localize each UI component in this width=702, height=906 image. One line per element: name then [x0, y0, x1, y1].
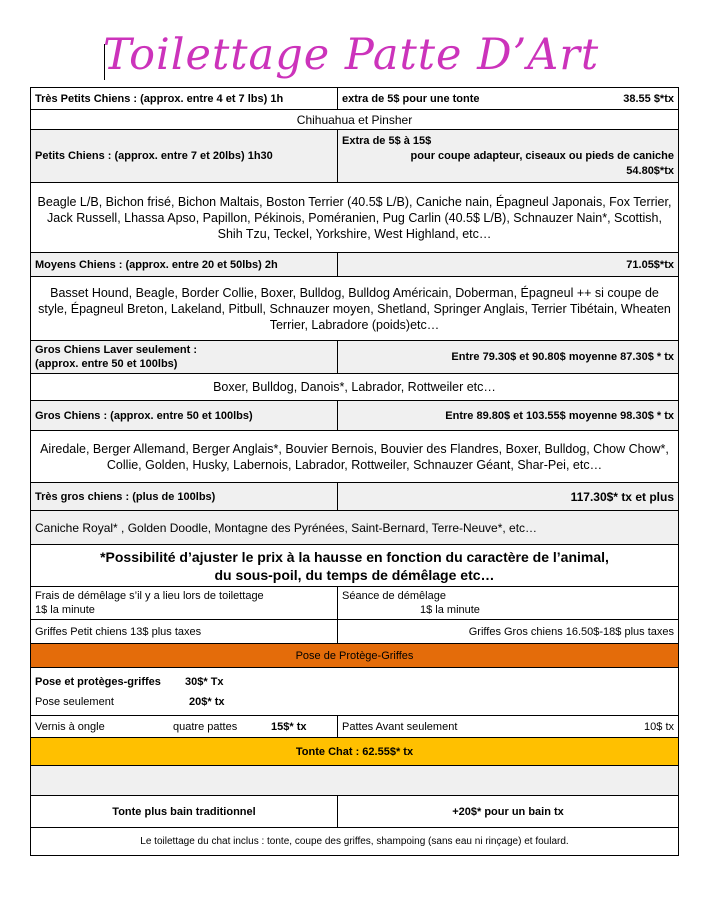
row-gros — [31, 401, 679, 431]
gros-laver-label-line2: (approx. entre 50 et 100lbs) — [35, 358, 178, 370]
petits-breeds: Beagle L/B, Bichon frisé, Bichon Maltais, Boston Terrier (40.5$ L/B), Caniche nain, Épagneul Japonais, Fox Terrier, Jack Russell, Lhassa Apso, Papillon, Pékinois, Poméranien, Pug Carlin (40.5$ L/B), Schnauzer Nain*, Scottish, Shih Tzu, Teckel, Yorkshire, West Highland, etc… — [31, 183, 679, 253]
row-gros-laver-breeds — [31, 374, 679, 401]
tres-petits-breeds: Chihuahua et Pinsher — [31, 110, 679, 130]
demelage-right-line2: 1$ la minute — [420, 604, 480, 616]
tres-gros-label: Très gros chiens : (plus de 100lbs) — [31, 483, 338, 511]
row-note — [31, 545, 679, 587]
pose-line1-label: Pose et protèges-griffes — [35, 675, 161, 688]
vernis-front: Pattes Avant seulement — [342, 720, 458, 733]
petits-extra-line1: Extra de 5$ à 15$ — [342, 134, 432, 147]
row-moyens-breeds — [31, 277, 679, 341]
moyens-price: 71.05$*tx — [338, 253, 679, 277]
row-moyens — [31, 253, 679, 277]
price-table — [30, 87, 679, 856]
pose-line2 — [35, 692, 674, 712]
row-chat-inclus — [31, 828, 679, 856]
vernis-front-cell — [338, 716, 679, 738]
griffes-left: Griffes Petit chiens 13$ plus taxes — [31, 620, 338, 644]
demelage-left-line2: 1$ la minute — [35, 604, 95, 616]
vernis-cell — [31, 716, 338, 738]
note-cell — [31, 545, 679, 587]
row-pose — [31, 668, 679, 716]
bain-price: +20$* pour un bain tx — [338, 796, 679, 828]
pose-line1 — [35, 672, 674, 692]
row-bain — [31, 796, 679, 828]
moyens-label: Moyens Chiens : (approx. entre 20 et 50lbs) 2h — [31, 253, 338, 277]
demelage-left-line1: Frais de démêlage s’il y a lieu lors de toilettage — [35, 590, 264, 602]
gros-laver-label-line1: Gros Chiens Laver seulement : — [35, 344, 197, 356]
row-griffes — [31, 620, 679, 644]
demelage-right-line1: Séance de démêlage — [342, 590, 446, 602]
gros-laver-price: Entre 79.30$ et 90.80$ moyenne 87.30$ * tx — [338, 341, 679, 374]
moyens-breeds: Basset Hound, Beagle, Border Collie, Boxer, Bulldog, Bulldog Américain, Doberman, Épagneul ++ si coupe de style, Épagneul Breton, Lakeland, Pitbull, Schnauzer moyen, Shetland, Springer Anglais, Terrier Tibétain, Wheaten Terrier, Labradore (poids)etc… — [31, 277, 679, 341]
pose-cell — [31, 668, 679, 716]
vernis-four: quatre pattes — [173, 720, 238, 733]
tres-petits-extra: extra de 5$ pour une tonte — [342, 92, 480, 105]
row-tres-gros-breeds — [31, 511, 679, 545]
row-tres-gros — [31, 483, 679, 511]
petits-price: 54.80$*tx — [626, 164, 674, 177]
gros-price: Entre 89.80$ et 103.55$ moyenne 98.30$ * tx — [338, 401, 679, 431]
row-tres-petits-breeds — [31, 110, 679, 130]
note-line1: *Possibilité d’ajuster le prix à la hausse en fonction du caractère de l’animal, — [100, 548, 609, 565]
empty-cell — [31, 766, 679, 796]
petits-extra-cell — [338, 130, 679, 183]
note-line2: du sous-poil, du temps de démêlage etc… — [214, 566, 495, 583]
row-empty — [31, 766, 679, 796]
pose-line1-price: 30$* Tx — [185, 675, 224, 688]
header — [0, 30, 702, 80]
gros-breeds: Airedale, Berger Allemand, Berger Anglais*, Bouvier Bernois, Bouvier des Flandres, Boxer, Bulldog, Chow Chow*, Collie, Golden, Husky, Labernois, Labrador, Rottweiler, Schnauzer Géant, Shar-Pei, etc… — [31, 431, 679, 483]
row-petits-breeds — [31, 183, 679, 253]
petits-extra-line2: pour coupe adapteur, ciseaux ou pieds de caniche — [410, 149, 674, 162]
vernis-four-price: 15$* tx — [271, 720, 307, 733]
row-demelage — [31, 587, 679, 620]
griffes-right: Griffes Gros chiens 16.50$-18$ plus taxes — [338, 620, 679, 644]
gros-laver-breeds: Boxer, Bulldog, Danois*, Labrador, Rottweiler etc… — [31, 374, 679, 401]
demelage-left-cell — [31, 587, 338, 620]
vernis-front-price: 10$ tx — [644, 720, 674, 733]
row-tres-petits — [31, 88, 679, 110]
pose-line2-label: Pose seulement — [35, 695, 114, 708]
tres-petits-label: Très Petits Chiens : (approx. entre 4 et 7 lbs) 1h — [31, 88, 338, 110]
row-gros-laver — [31, 341, 679, 374]
tonte-chat: Tonte Chat : 62.55$* tx — [31, 738, 679, 766]
row-pose-header — [31, 644, 679, 668]
tres-petits-price: 38.55 $*tx — [623, 92, 674, 105]
page-title: Toilettage Patte D’Art — [102, 30, 600, 80]
gros-label: Gros Chiens : (approx. entre 50 et 100lbs) — [31, 401, 338, 431]
pose-header: Pose de Protège-Griffes — [31, 644, 679, 668]
pose-line2-price: 20$* tx — [189, 695, 225, 708]
tres-petits-extra-cell — [338, 88, 679, 110]
row-gros-breeds — [31, 431, 679, 483]
row-petits — [31, 130, 679, 183]
row-tonte-chat — [31, 738, 679, 766]
tres-gros-breeds: Caniche Royal* , Golden Doodle, Montagne des Pyrénées, Saint-Bernard, Terre-Neuve*, etc… — [31, 511, 679, 545]
vernis-label: Vernis à ongle — [35, 720, 105, 733]
tres-gros-price: 117.30$* tx et plus — [338, 483, 679, 511]
demelage-right-cell — [338, 587, 679, 620]
chat-inclus: Le toilettage du chat inclus : tonte, coupe des griffes, shampoing (sans eau ni rinçage) et foulard. — [31, 828, 679, 856]
bain-label: Tonte plus bain traditionnel — [31, 796, 338, 828]
gros-laver-label-cell — [31, 341, 338, 374]
row-vernis — [31, 716, 679, 738]
petits-label: Petits Chiens : (approx. entre 7 et 20lbs) 1h30 — [31, 130, 338, 183]
